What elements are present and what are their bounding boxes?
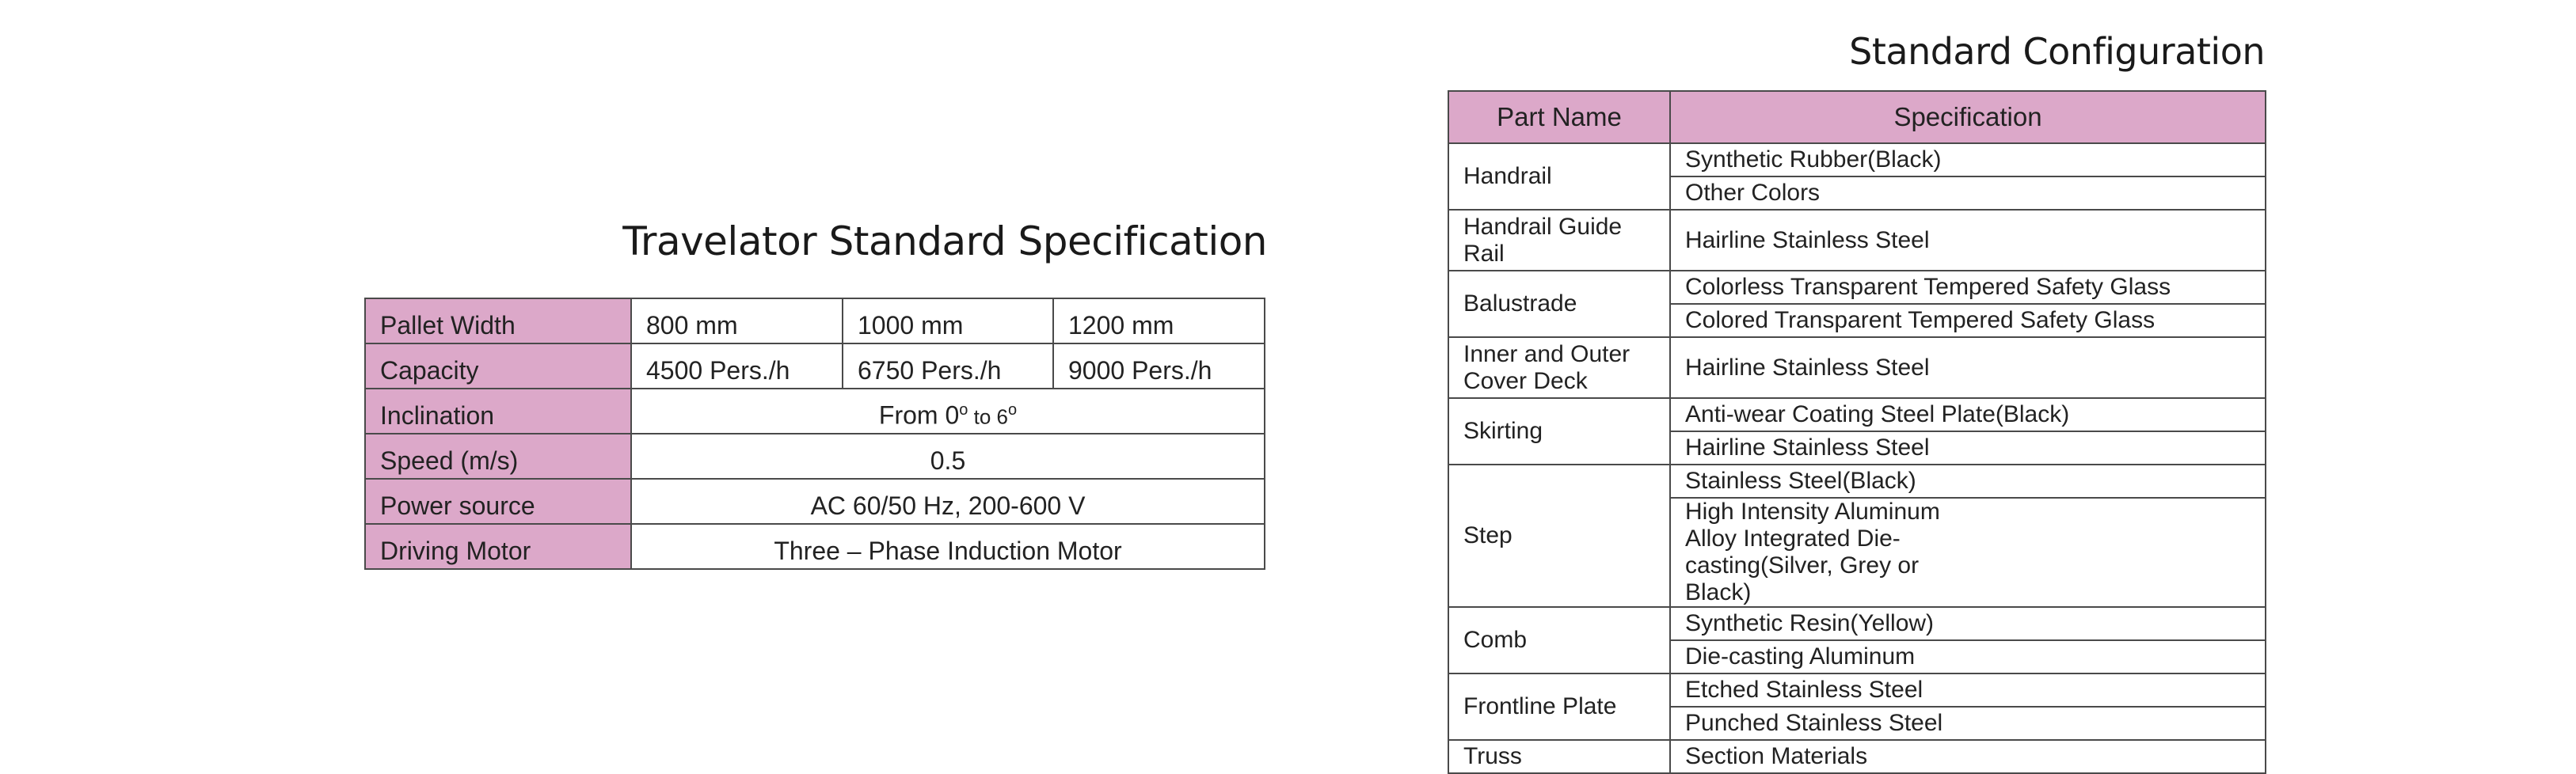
capacity-6750: 6750 Pers./h: [843, 343, 1053, 389]
spec-cell: Hairline Stainless Steel: [1670, 210, 2266, 271]
spec-cell: Die-casting Aluminum: [1670, 640, 2266, 673]
spec-cell: High Intensity Aluminum Alloy Integrated Die- casting(Silver, Grey or Black): [1670, 498, 2266, 607]
spec-cell: Punched Stainless Steel: [1670, 707, 2266, 740]
table-row: [365, 298, 1265, 343]
spec-cell: Colored Transparent Tempered Safety Glass: [1670, 304, 2266, 337]
spec-cell: Synthetic Rubber(Black): [1670, 143, 2266, 176]
driving-motor-value: Three – Phase Induction Motor: [631, 524, 1265, 569]
table-row: [365, 524, 1265, 569]
travelator-spec-table: [364, 298, 1265, 570]
table-row: [365, 434, 1265, 479]
header-part-name: Part Name: [1448, 91, 1670, 143]
table-row: [365, 343, 1265, 389]
spec-title: Travelator Standard Specification: [622, 218, 1267, 264]
table-row: [1448, 337, 2266, 398]
spec-cell: Stainless Steel(Black): [1670, 465, 2266, 498]
spec-cell: Anti-wear Coating Steel Plate(Black): [1670, 398, 2266, 431]
part-handrail-guide-rail: Handrail Guide Rail: [1448, 210, 1670, 271]
table-row: [1448, 143, 2266, 176]
standard-configuration-table: [1448, 90, 2266, 774]
spec-cell: Other Colors: [1670, 176, 2266, 210]
part-balustrade: Balustrade: [1448, 271, 1670, 337]
row-label-driving-motor: Driving Motor: [365, 524, 631, 569]
spec-cell: Hairline Stainless Steel: [1670, 431, 2266, 465]
speed-value: 0.5: [631, 434, 1265, 479]
spec-cell: Colorless Transparent Tempered Safety Glass: [1670, 271, 2266, 304]
spec-cell: Synthetic Resin(Yellow): [1670, 607, 2266, 640]
part-step: Step: [1448, 465, 1670, 607]
part-frontline-plate: Frontline Plate: [1448, 673, 1670, 740]
table-row: [1448, 740, 2266, 773]
row-label-power-source: Power source: [365, 479, 631, 524]
table-header-row: [1448, 91, 2266, 143]
row-label-pallet-width: Pallet Width: [365, 298, 631, 343]
row-label-speed: Speed (m/s): [365, 434, 631, 479]
spec-cell: Hairline Stainless Steel: [1670, 337, 2266, 398]
degree-mark: o: [959, 401, 968, 419]
table-row: [1448, 398, 2266, 431]
row-label-inclination: Inclination: [365, 389, 631, 434]
config-title: Standard Configuration: [1849, 30, 2265, 73]
capacity-9000: 9000 Pers./h: [1053, 343, 1265, 389]
spec-cell: Section Materials: [1670, 740, 2266, 773]
table-row: [365, 479, 1265, 524]
inclination-value: [631, 389, 1265, 434]
part-comb: Comb: [1448, 607, 1670, 673]
pallet-width-1200: 1200 mm: [1053, 298, 1265, 343]
inclination-to: to 6: [968, 404, 1008, 429]
inclination-from: From 0: [878, 400, 960, 430]
capacity-4500: 4500 Pers./h: [631, 343, 843, 389]
part-truss: Truss: [1448, 740, 1670, 773]
table-row: [365, 389, 1265, 434]
table-row: [1448, 465, 2266, 498]
table-row: [1448, 210, 2266, 271]
row-label-capacity: Capacity: [365, 343, 631, 389]
part-handrail: Handrail: [1448, 143, 1670, 210]
table-row: [1448, 673, 2266, 707]
pallet-width-800: 800 mm: [631, 298, 843, 343]
table-row: [1448, 271, 2266, 304]
pallet-width-1000: 1000 mm: [843, 298, 1053, 343]
spec-cell: Etched Stainless Steel: [1670, 673, 2266, 707]
part-skirting: Skirting: [1448, 398, 1670, 465]
part-cover-deck: Inner and Outer Cover Deck: [1448, 337, 1670, 398]
power-source-value: AC 60/50 Hz, 200-600 V: [631, 479, 1265, 524]
header-specification: Specification: [1670, 91, 2266, 143]
degree-mark: o: [1007, 401, 1018, 419]
table-row: [1448, 607, 2266, 640]
